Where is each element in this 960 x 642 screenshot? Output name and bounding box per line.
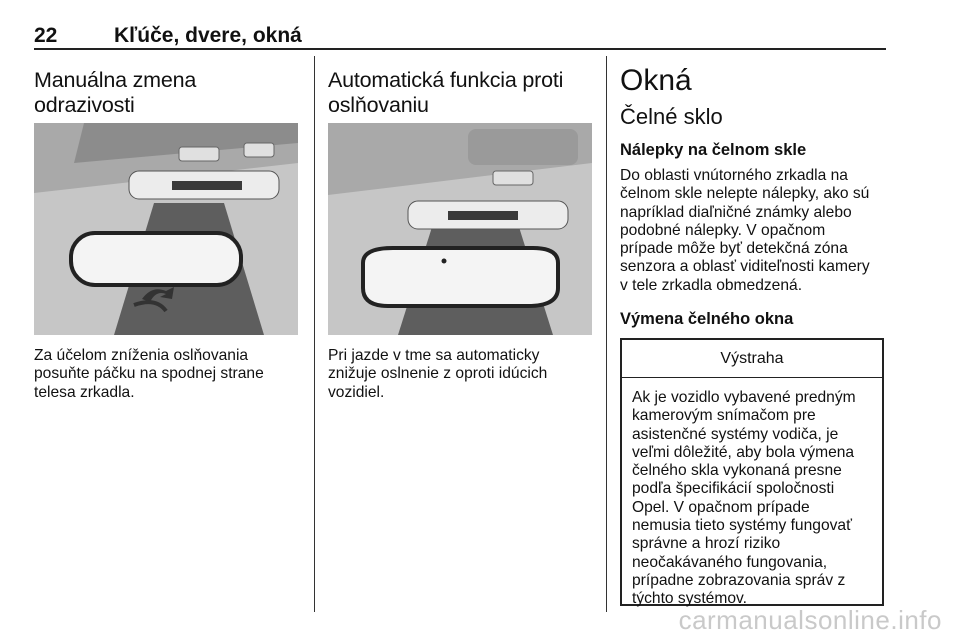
auto-dimming-text: Pri jazde v tme sa automaticky znižuje oslnenie z oproti idúcich vozidiel. [328, 347, 548, 401]
subsection-windshield: Čelné sklo [620, 104, 723, 129]
mirror-figure-auto [328, 123, 592, 335]
watermark: carmanualsonline.info [678, 605, 942, 635]
column-manual-dimming [34, 68, 304, 118]
chapter-title: Kľúče, dvere, okná [114, 24, 302, 47]
column-divider-1 [314, 56, 315, 612]
section-title-windows: Okná [620, 64, 692, 97]
section-title-manual: Manuálna zmena odrazivosti [34, 68, 197, 117]
mirror-figure-manual [34, 123, 298, 335]
heading-windshield-stickers: Nálepky na čelnom skle [620, 141, 807, 159]
warning-title: Výstraha [622, 340, 882, 378]
page-number: 22 [34, 24, 58, 47]
column-auto-dimming [328, 68, 598, 118]
warning-box [620, 338, 884, 606]
manual-dimming-text: Za účelom zníženia oslňovania posuňte páčku na spodnej strane telesa zrkadla. [34, 347, 264, 401]
windshield-stickers-text: Do oblasti vnútorného zrkadla na čelnom skle nelepte nálepky, ako sú napríklad diaľničné známky alebo podobné nálepky. V opačnom prípade môže byť detekčná zóna senzora a oblasť viditeľnosti kamery v tele zrkadla obmedzená. [620, 167, 870, 294]
warning-text: Ak je vozidlo vybavené predným kamerovým snímačom pre asistenčné systémy vodiča, je veľmi dôležité, aby bola výmena čelného skla vykonaná presne podľa špecifikácií spoločnosti Opel. V opačnom prípade nemusia tieto systémy fungovať správne a hrozí riziko neočakávaného fungovania, prípadne zobrazovania správ z týchto systémov. [632, 389, 856, 608]
column-divider-2 [606, 56, 607, 612]
section-title-auto: Automatická funkcia proti oslňovaniu [328, 68, 564, 117]
page-header [34, 16, 886, 50]
header-rule [34, 48, 886, 50]
heading-windshield-replacement: Výmena čelného okna [620, 310, 794, 329]
column-windows [620, 64, 890, 330]
